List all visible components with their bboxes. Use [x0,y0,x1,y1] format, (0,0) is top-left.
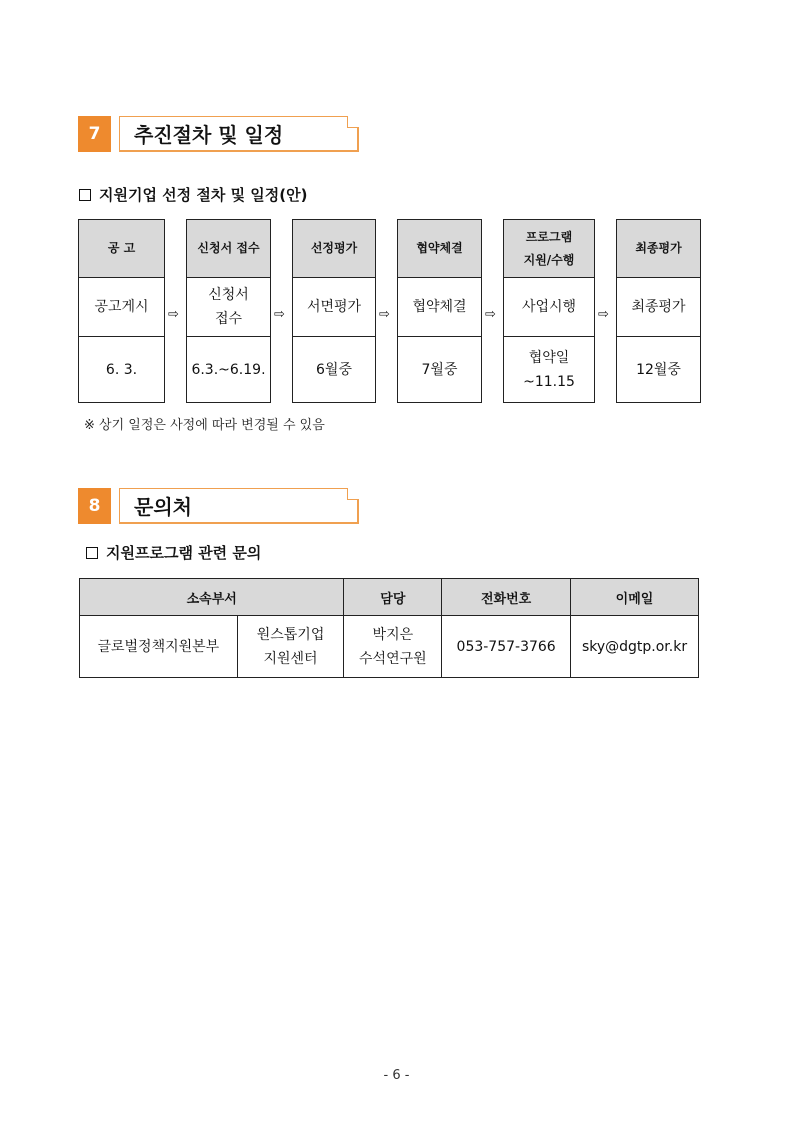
step-header [617,220,700,278]
step-date-text: 7월중 [421,361,458,378]
step-activity [293,278,375,337]
step-activity-text: 협약체결 [412,299,467,315]
step-header-text: 신청서 접수 [197,241,260,255]
subheading-schedule [79,184,307,205]
section-number: 8 [78,488,111,524]
arrow-right-icon: ⇨ [485,307,496,322]
process-step-announcement [78,219,165,403]
page-number: - 6 - [383,1068,410,1083]
contact-title: 수석연구원 [359,650,427,667]
schedule-note: ※ 상기 일정은 사정에 따라 변경될 수 있음 [84,418,325,433]
section-number: 7 [78,116,111,152]
contact-table [79,578,699,678]
step-date-line2: ~11.15 [523,373,575,390]
arrow-right-icon: ⇨ [598,307,609,322]
cell-dept-center [237,616,344,678]
step-activity-line1: 신청서 [208,287,249,303]
step-date [79,337,164,402]
step-header [293,220,375,278]
center-line1: 원스톱기업 [256,626,325,643]
cell-contact-person [344,616,442,678]
section-7-header [78,116,360,152]
table-row [80,616,699,678]
arrow-right-icon: ⇨ [168,307,179,322]
center-line2: 지원센터 [263,650,318,667]
step-date-line1: 협약일 [528,349,570,366]
step-activity [187,278,270,337]
step-date-text: 6월중 [316,361,352,378]
cell-email[interactable]: sky@dgtp.or.kr [571,616,699,678]
folded-corner-icon [347,116,359,128]
step-activity [504,278,594,337]
process-step-application [186,219,271,403]
section-title: 추진절차 및 일정 [134,122,284,147]
arrow-right-icon: ⇨ [379,307,390,322]
step-header [398,220,481,278]
step-date [617,337,700,402]
header-email: 이메일 [571,579,699,616]
header-dept: 소속부서 [80,579,344,616]
step-date-text: 6.3.~6.19. [191,361,266,378]
step-header-text: 최종평가 [635,241,682,255]
cell-dept-division: 글로벌정책지원본부 [80,616,238,678]
step-activity [79,278,164,337]
process-step-agreement [397,219,482,403]
step-activity-text: 서면평가 [306,299,362,315]
step-activity [617,278,700,337]
section-title: 문의처 [134,494,192,519]
step-date-text: 12월중 [636,361,681,378]
step-header-line2: 지원/수행 [523,252,575,267]
step-date-text: 6. 3. [105,361,138,378]
step-activity-text: 사업시행 [521,299,577,315]
subheading-text: 지원기업 선정 절차 및 일정(안) [99,186,308,204]
contact-name: 박지은 [372,626,414,643]
subheading-text: 지원프로그램 관련 문의 [106,544,262,562]
table-header-row [80,579,699,616]
checkbox-square-icon [86,547,98,559]
subheading-contact [86,542,261,563]
step-date [398,337,481,402]
section-8-header [78,488,360,524]
step-date [187,337,270,402]
step-header [187,220,270,278]
step-activity-text: 공고게시 [94,299,149,315]
section-title-box [119,116,359,152]
step-activity [398,278,481,337]
step-header-text: 공 고 [107,241,136,255]
process-step-program [503,219,595,403]
step-activity-line2: 접수 [214,311,243,327]
step-activity-text: 최종평가 [631,299,686,315]
header-phone: 전화번호 [442,579,571,616]
arrow-right-icon: ⇨ [274,307,285,322]
step-header [504,220,594,278]
process-step-evaluation [292,219,376,403]
step-header-line1: 프로그램 [525,229,573,244]
step-header-text: 선정평가 [310,241,358,255]
section-title-box [119,488,359,524]
step-date [293,337,375,402]
folded-corner-icon [347,488,359,500]
process-step-final [616,219,701,403]
step-header [79,220,164,278]
header-contact: 담당 [344,579,442,616]
step-date [504,337,594,402]
checkbox-square-icon [79,189,91,201]
cell-phone: 053-757-3766 [442,616,571,678]
step-header-text: 협약체결 [416,241,463,255]
